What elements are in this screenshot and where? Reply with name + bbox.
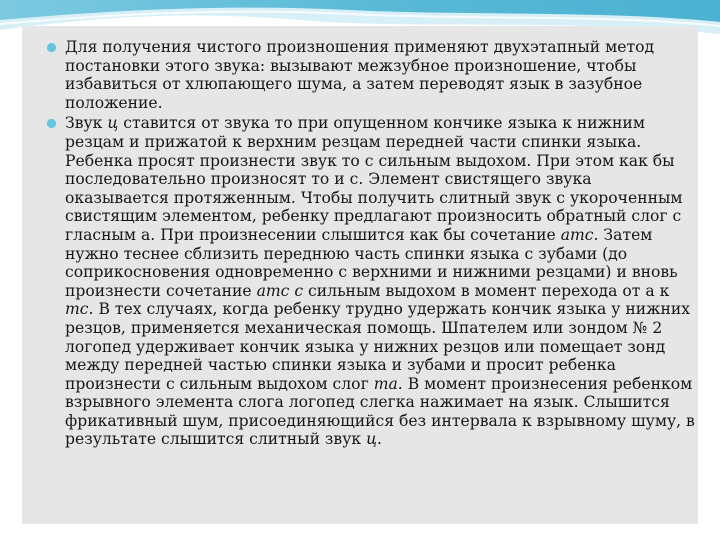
bullet-icon [46, 118, 57, 129]
bullet-icon [46, 42, 57, 53]
italic-run: тс. [65, 300, 94, 319]
text-run: ставится от звука то при опущенном кончике языка к нижним резцам и прижатой к верхним резцам передней части спинки языка. Ребенка просят произнести звук то с сильным выдохом. При этом как бы последовательно произносят то и с. Элемент свистящего звука оказывается протяженным. Чтобы получить слитный звук с укороченным свистящим элементом, ребенку предлагают произносить обратный слог с гласным а. При произнесении слышится как бы сочетание [65, 114, 683, 244]
italic-run: атс. [560, 225, 599, 244]
italic-run: ц [366, 430, 377, 449]
bullet-text [65, 38, 654, 112]
bullet-item [46, 38, 696, 112]
text-run: В момент произнесения ребенком взрывного элемента слога логопед слегка нажимает на язык. Слышится фрикативный шум, присоединяющийся без интервала к взрывному шуму, в результате слышится слитный звук [65, 374, 695, 449]
text-run: Для получения чистого произношения применяют двухэтапный метод постановки этого звука: вызывают межзубное произношение, чтобы избавиться от хлюпающего шума, а затем переводят язык в зазубное положение. [65, 38, 655, 112]
text-run: . [376, 430, 382, 449]
italic-run: атс с [256, 281, 304, 300]
text-run: сильным выдохом в момент перехода от а к [303, 281, 670, 300]
text-run: В тех случаях, когда ребенку трудно удержать кончик языка у нижних резцов, применяется механическая помощь. Шпателем или зондом № 2 логопед удерживает кончик языка у нижних резцов или помещает зонд между передней частью спинки языка и зубами и просит ребенка произнести с сильным выдохом слог [65, 300, 691, 393]
bullet-text [65, 114, 695, 448]
italic-run: ц [107, 114, 119, 133]
bullet-list [46, 38, 696, 449]
text-run: Звук [65, 114, 108, 133]
text-run: Затем нужно теснее сблизить переднюю часть спинки языка с зубами (до соприкосновения одновременно с верхними и нижними резцами) и вновь произнести сочетание [65, 225, 678, 300]
bullet-item [46, 114, 696, 449]
italic-run: та. [373, 374, 403, 393]
